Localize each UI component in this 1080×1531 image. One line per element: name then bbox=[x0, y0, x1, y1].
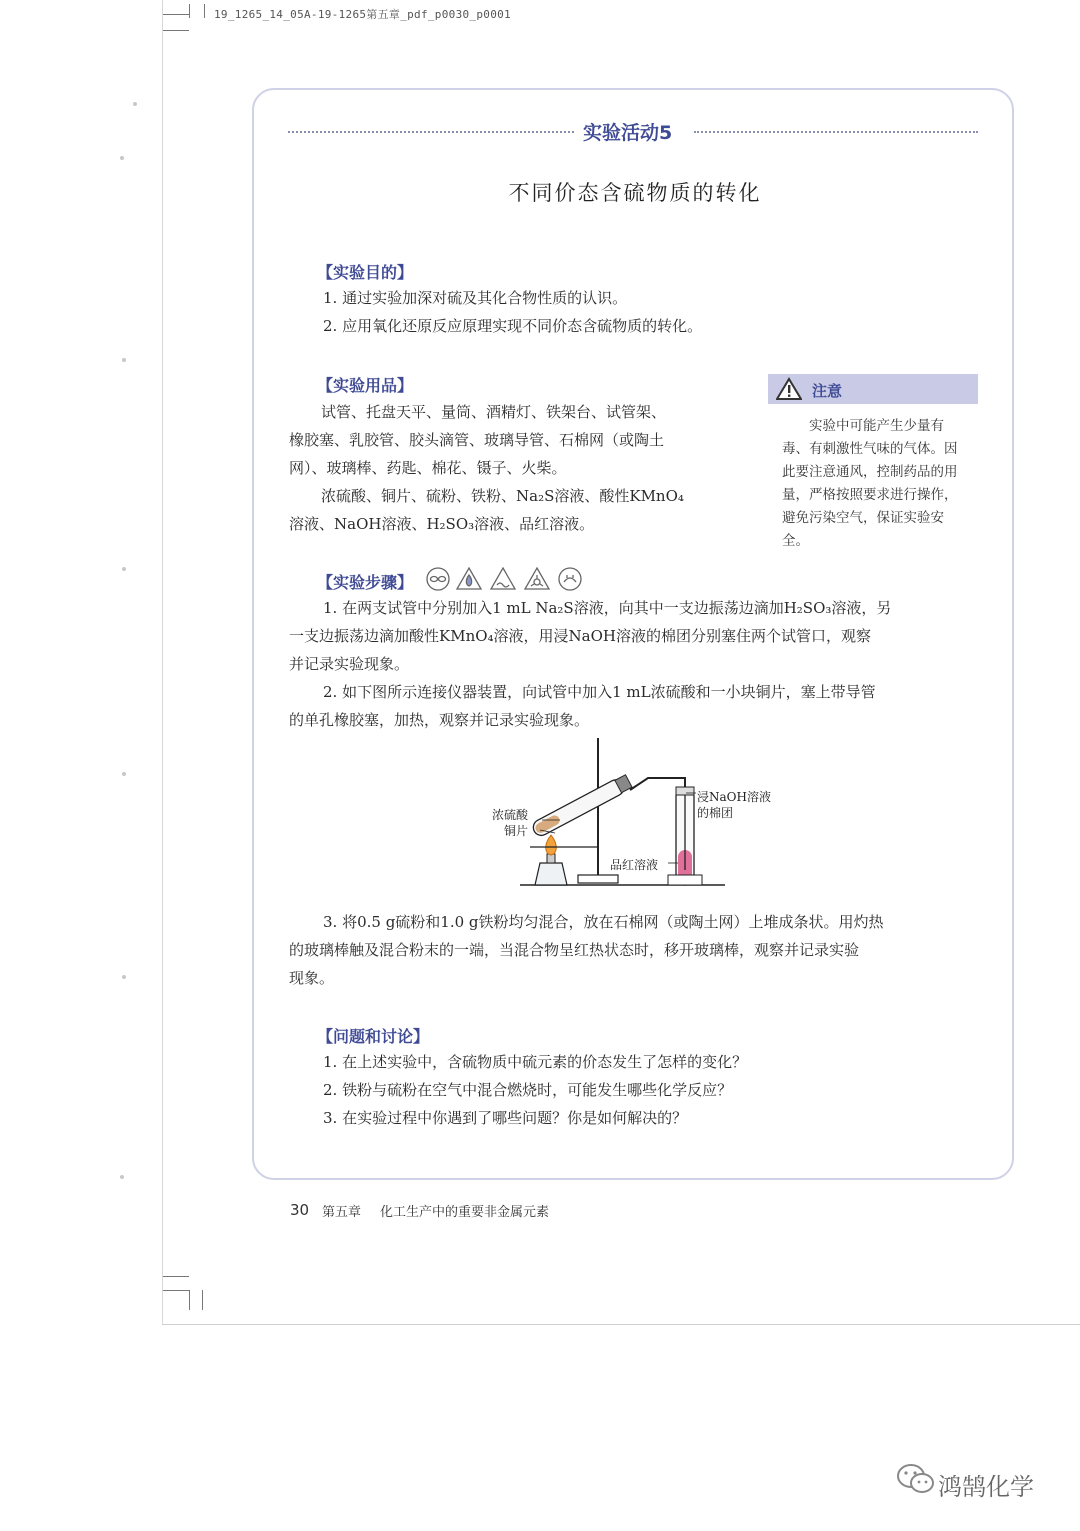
step1-line: 一支边振荡边滴加酸性KMnO₄溶液，用浸NaOH溶液的棉团分别塞住两个试管口，观察 bbox=[289, 627, 871, 645]
punch-hole bbox=[122, 975, 126, 979]
punch-hole bbox=[133, 102, 137, 106]
crop-mark bbox=[189, 1290, 190, 1310]
steps-heading: 【实验步骤】 bbox=[317, 573, 414, 592]
page-bottom-edge bbox=[162, 1324, 1080, 1325]
page-title: 不同价态含硫物质的转化 bbox=[508, 181, 762, 205]
label-magenta-solution: 品红溶液 bbox=[610, 858, 659, 872]
safety-icons bbox=[425, 566, 585, 592]
footer-chapter-title: 化工生产中的重要非金属元素 bbox=[380, 1205, 550, 1220]
header-dotted-rule bbox=[288, 131, 574, 133]
equipment-line: 试管、托盘天平、量筒、酒精灯、铁架台、试管架、 bbox=[321, 403, 667, 421]
punch-hole bbox=[122, 567, 126, 571]
reagents-line: 溶液、NaOH溶液、H₂SO₃溶液、品红溶液。 bbox=[289, 515, 595, 533]
crop-mark bbox=[163, 14, 189, 15]
file-header: 19_1265_14_05A-19-1265第五章_pdf_p0030_p0001 bbox=[214, 8, 511, 21]
toxic-gas-icon bbox=[491, 568, 515, 589]
header-dotted-rule bbox=[694, 131, 978, 133]
reagents-line: 浓硫酸、铜片、硫粉、铁粉、Na₂S溶液、酸性KMnO₄ bbox=[321, 487, 684, 505]
step3-line: 现象。 bbox=[289, 969, 335, 987]
materials-heading: 【实验用品】 bbox=[317, 376, 414, 395]
wechat-logo-icon bbox=[896, 1462, 936, 1496]
punch-hole bbox=[122, 358, 126, 362]
step2-line: 2. 如下图所示连接仪器装置，向试管中加入1 mL浓硫酸和一小块铜片，塞上带导管 bbox=[323, 683, 876, 701]
activity-label: 实验活动5 bbox=[583, 122, 673, 144]
label-copper: 铜片 bbox=[504, 824, 529, 838]
step2-line: 的单孔橡胶塞，加热，观察并记录实验现象。 bbox=[289, 711, 590, 729]
step1-line: 并记录实验现象。 bbox=[289, 655, 410, 673]
discussion-item: 2. 铁粉与硫粉在空气中混合燃烧时，可能发生哪些化学反应？ bbox=[323, 1081, 733, 1099]
flame-icon bbox=[457, 568, 481, 589]
label-naoh-cotton: 浸NaOH溶液 bbox=[697, 790, 771, 804]
step3-line: 3. 将0.5 g硫粉和1.0 g铁粉均匀混合，放在石棉网（或陶土网）上堆成条状。用灼热 bbox=[323, 913, 884, 931]
discussion-item: 3. 在实验过程中你遇到了哪些问题？你是如何解决的？ bbox=[323, 1109, 688, 1127]
equipment-line: 橡胶塞、乳胶管、胶头滴管、玻璃导管、石棉网（或陶土 bbox=[289, 431, 665, 449]
notice-text: 实验中可能产生少量有毒、有刺激性气味的气体。因此要注意通风，控制药品的用量，严格按照要求进行操作，避免污染空气，保证实验安全。 bbox=[782, 418, 958, 549]
label-conc-sulfuric-acid: 浓硫酸 bbox=[492, 808, 529, 822]
crop-mark bbox=[163, 1290, 189, 1291]
crop-mark bbox=[204, 4, 205, 18]
wash-hands-icon bbox=[559, 568, 581, 590]
discussion-heading: 【问题和讨论】 bbox=[317, 1027, 430, 1046]
crop-mark bbox=[189, 4, 190, 18]
equipment-line: 网）、玻璃棒、药匙、棉花、镊子、火柴。 bbox=[289, 459, 567, 477]
crop-mark bbox=[163, 1276, 189, 1277]
label-naoh-cotton: 的棉团 bbox=[697, 806, 734, 820]
crop-mark bbox=[202, 1290, 203, 1310]
step1-line: 1. 在两支试管中分别加入1 mL Na₂S溶液，向其中一支边振荡边滴加H₂SO₃溶液，另 bbox=[323, 599, 892, 617]
crop-mark bbox=[163, 30, 189, 31]
page-number: 30 bbox=[290, 1201, 310, 1219]
punch-hole bbox=[120, 1175, 124, 1179]
punch-hole bbox=[120, 156, 124, 160]
purpose-item: 1. 通过实验加深对硫及其化合物性质的认识。 bbox=[323, 289, 628, 307]
watermark-text: 鸿鹄化学 bbox=[938, 1473, 1034, 1501]
punch-hole bbox=[122, 772, 126, 776]
goggles-icon bbox=[427, 568, 449, 590]
discussion-item: 1. 在上述实验中，含硫物质中硫元素的价态发生了怎样的变化？ bbox=[323, 1053, 748, 1071]
notice-title: 注意 bbox=[812, 382, 843, 400]
ventilation-icon bbox=[525, 568, 549, 589]
step3-line: 的玻璃棒触及混合粉末的一端，当混合物呈红热状态时，移开玻璃棒，观察并记录实验 bbox=[289, 941, 860, 959]
footer-chapter: 第五章 bbox=[322, 1205, 362, 1220]
purpose-heading: 【实验目的】 bbox=[317, 263, 414, 282]
purpose-item: 2. 应用氧化还原反应原理实现不同价态含硫物质的转化。 bbox=[323, 317, 703, 335]
warning-icon bbox=[776, 377, 802, 401]
